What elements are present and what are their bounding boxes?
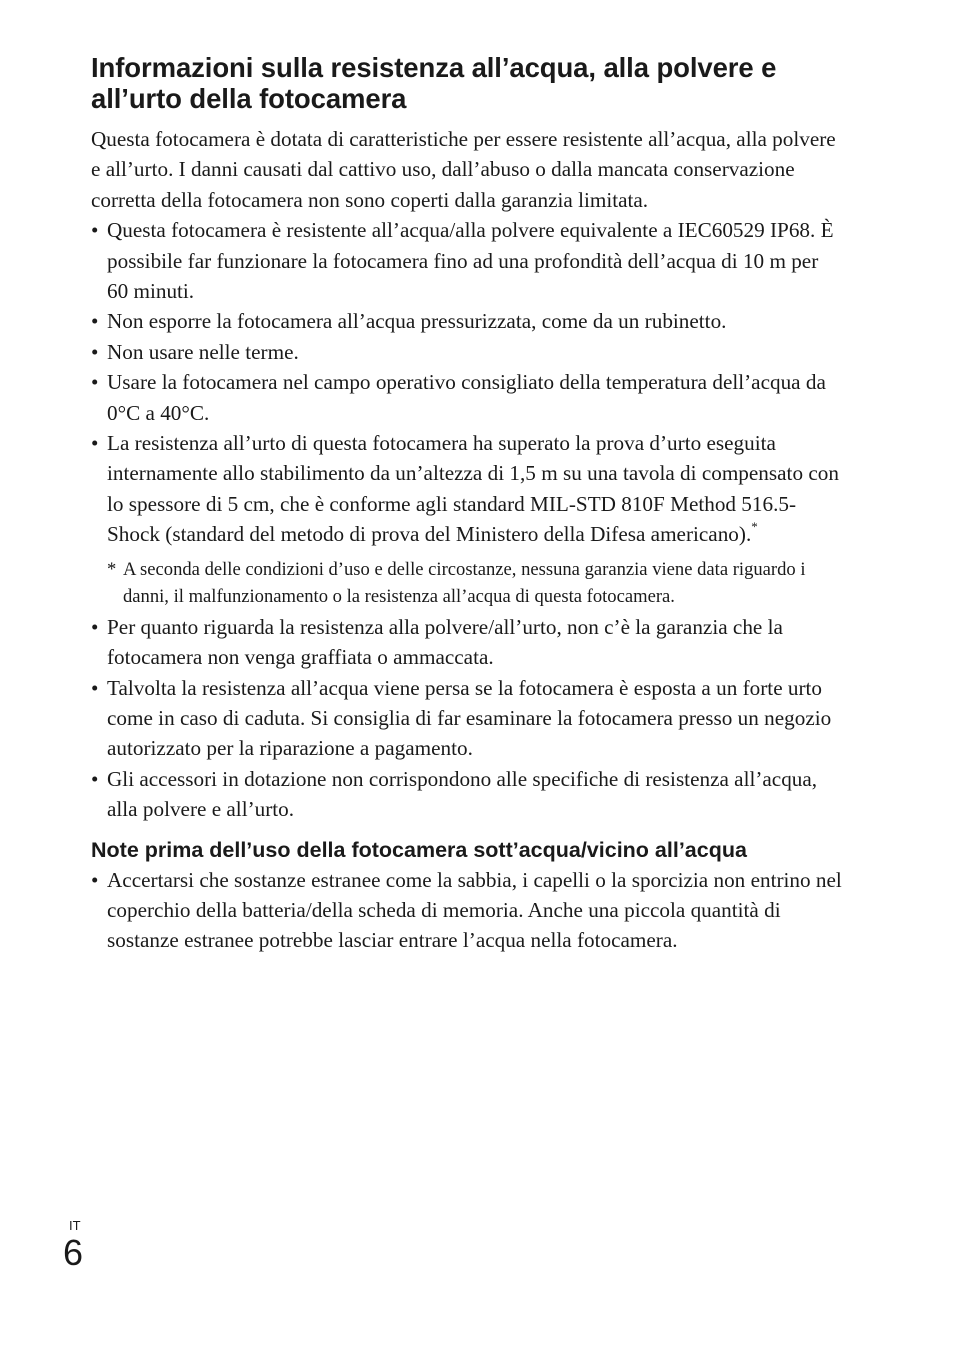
language-label: IT [69, 1218, 81, 1233]
list-item: • Gli accessori in dotazione non corrispondono alle specifiche di resistenza all’acqua, alla polvere e all’urto. [91, 764, 843, 825]
page-title: Informazioni sulla resistenza all’acqua, alla polvere e all’urto della fotocamera [91, 52, 777, 114]
list-item: • Per quanto riguarda la resistenza alla polvere/all’urto, non c’è la garanzia che la fotocamera non venga graffiata o ammaccata. [91, 612, 843, 673]
footnote [107, 556, 843, 610]
list-item: • Non usare nelle terme. [91, 337, 843, 367]
footnote-mark: * [107, 558, 117, 580]
document-page [91, 52, 843, 956]
list-item: • Usare la fotocamera nel campo operativo consigliato della temperatura dell’acqua da 0°C a 40°C. [91, 367, 843, 428]
footnote-reference: * [751, 519, 758, 535]
list-item: • Talvolta la resistenza all’acqua viene persa se la fotocamera è esposta a un forte urto come in caso di caduta. Si consiglia di far esaminare la fotocamera presso un negozio autorizzato per la riparazione a pagamento. [91, 673, 843, 764]
page-number: 6 [63, 1232, 84, 1273]
footnote-text: A seconda delle condizioni d’uso e delle circostanze, nessuna garanzia viene data riguardo i danni, il malfunzionamento o la resistenza all’acqua di questa fotocamera. [123, 558, 806, 607]
section-heading: Note prima dell’uso della fotocamera sott’acqua/vicino all’acqua [91, 837, 747, 862]
list-item: • Non esporre la fotocamera all’acqua pressurizzata, come da un rubinetto. [91, 306, 843, 336]
bullet-list-section2 [91, 865, 843, 956]
bullet-list [91, 215, 843, 824]
list-item [91, 428, 843, 610]
list-item-text: La resistenza all’urto di questa fotocamera ha superato la prova d’urto eseguita internamente allo stabilimento da un’altezza di 1,5 m su una tavola di compensato con lo spessore di 5 cm, che è conforme agli standard MIL-STD 810F Method 516.5-Shock (standard del metodo di prova del Ministero della Difesa americano). [107, 431, 839, 547]
list-item: • Questa fotocamera è resistente all’acqua/alla polvere equivalente a IEC60529 IP68. È possibile far funzionare la fotocamera fino ad una profondità dell’acqua di 10 m per 60 minuti. [91, 215, 843, 306]
list-item: • Accertarsi che sostanze estranee come la sabbia, i capelli o la sporcizia non entrino nel coperchio della batteria/della scheda di memoria. Anche una piccola quantità di sostanze estranee potrebbe lasciar entrare l’acqua nella fotocamera. [91, 865, 843, 956]
intro-paragraph: Questa fotocamera è dotata di caratteristiche per essere resistente all’acqua, alla polvere e all’urto. I danni causati dal cattivo uso, dall’abuso o dalla mancata conservazione corretta della fotocamera non sono coperti dalla garanzia limitata. [91, 127, 836, 212]
